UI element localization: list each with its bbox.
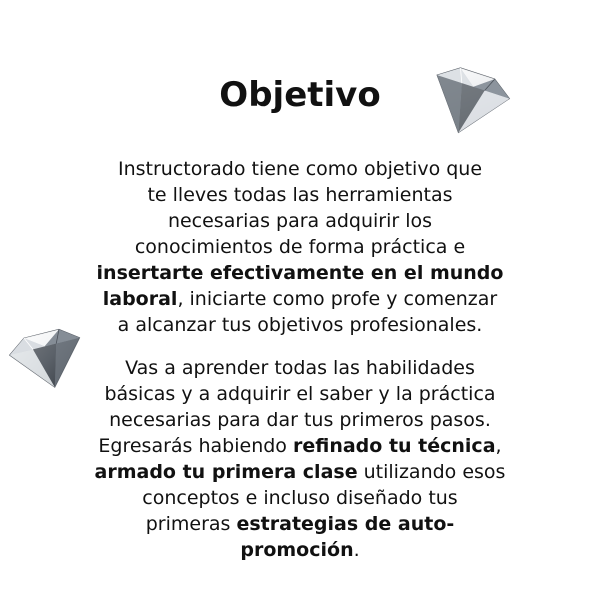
text-line [60,511,540,537]
text-line [60,433,540,459]
text-line: te lleves todas las herramientas [147,184,453,206]
text-line: Instructorado tiene como objetivo que [117,158,483,180]
bold-text: insertarte efectivamente en el mundo [96,262,504,284]
text-line: necesarias para adquirir los [167,210,433,232]
skills-paragraph [60,355,540,563]
text-line: conceptos e incluso diseñado tus [142,487,458,509]
objective-paragraph [60,156,540,338]
text-segment: , iniciarte como profe y comenzar [177,288,498,310]
text-line [60,459,540,485]
text-line [60,286,540,312]
bold-text: promoción [240,539,354,561]
text-segment: , [495,435,502,457]
bold-text: laboral [102,288,178,310]
text-line: básicas y a adquirir el saber y la práctica [104,383,496,405]
text-line: conocimientos de forma práctica e [134,236,466,258]
text-line: Vas a aprender todas las habilidades [125,357,475,379]
page-title: Objetivo [219,75,381,115]
bold-text: armado tu primera clase [94,461,358,483]
text-segment: . [353,539,360,561]
bold-text: refinado tu técnica [292,435,496,457]
text-line [60,537,540,563]
text-segment: primeras [145,513,237,535]
text-line [60,260,540,286]
text-line: a alcanzar tus objetivos profesionales. [117,314,483,336]
text-segment: utilizando esos [357,461,506,483]
bold-text: estrategias de auto- [236,513,455,535]
text-segment: Egresarás habiendo [98,435,293,457]
text-line: necesarias para dar tus primeros pasos. [109,409,491,431]
